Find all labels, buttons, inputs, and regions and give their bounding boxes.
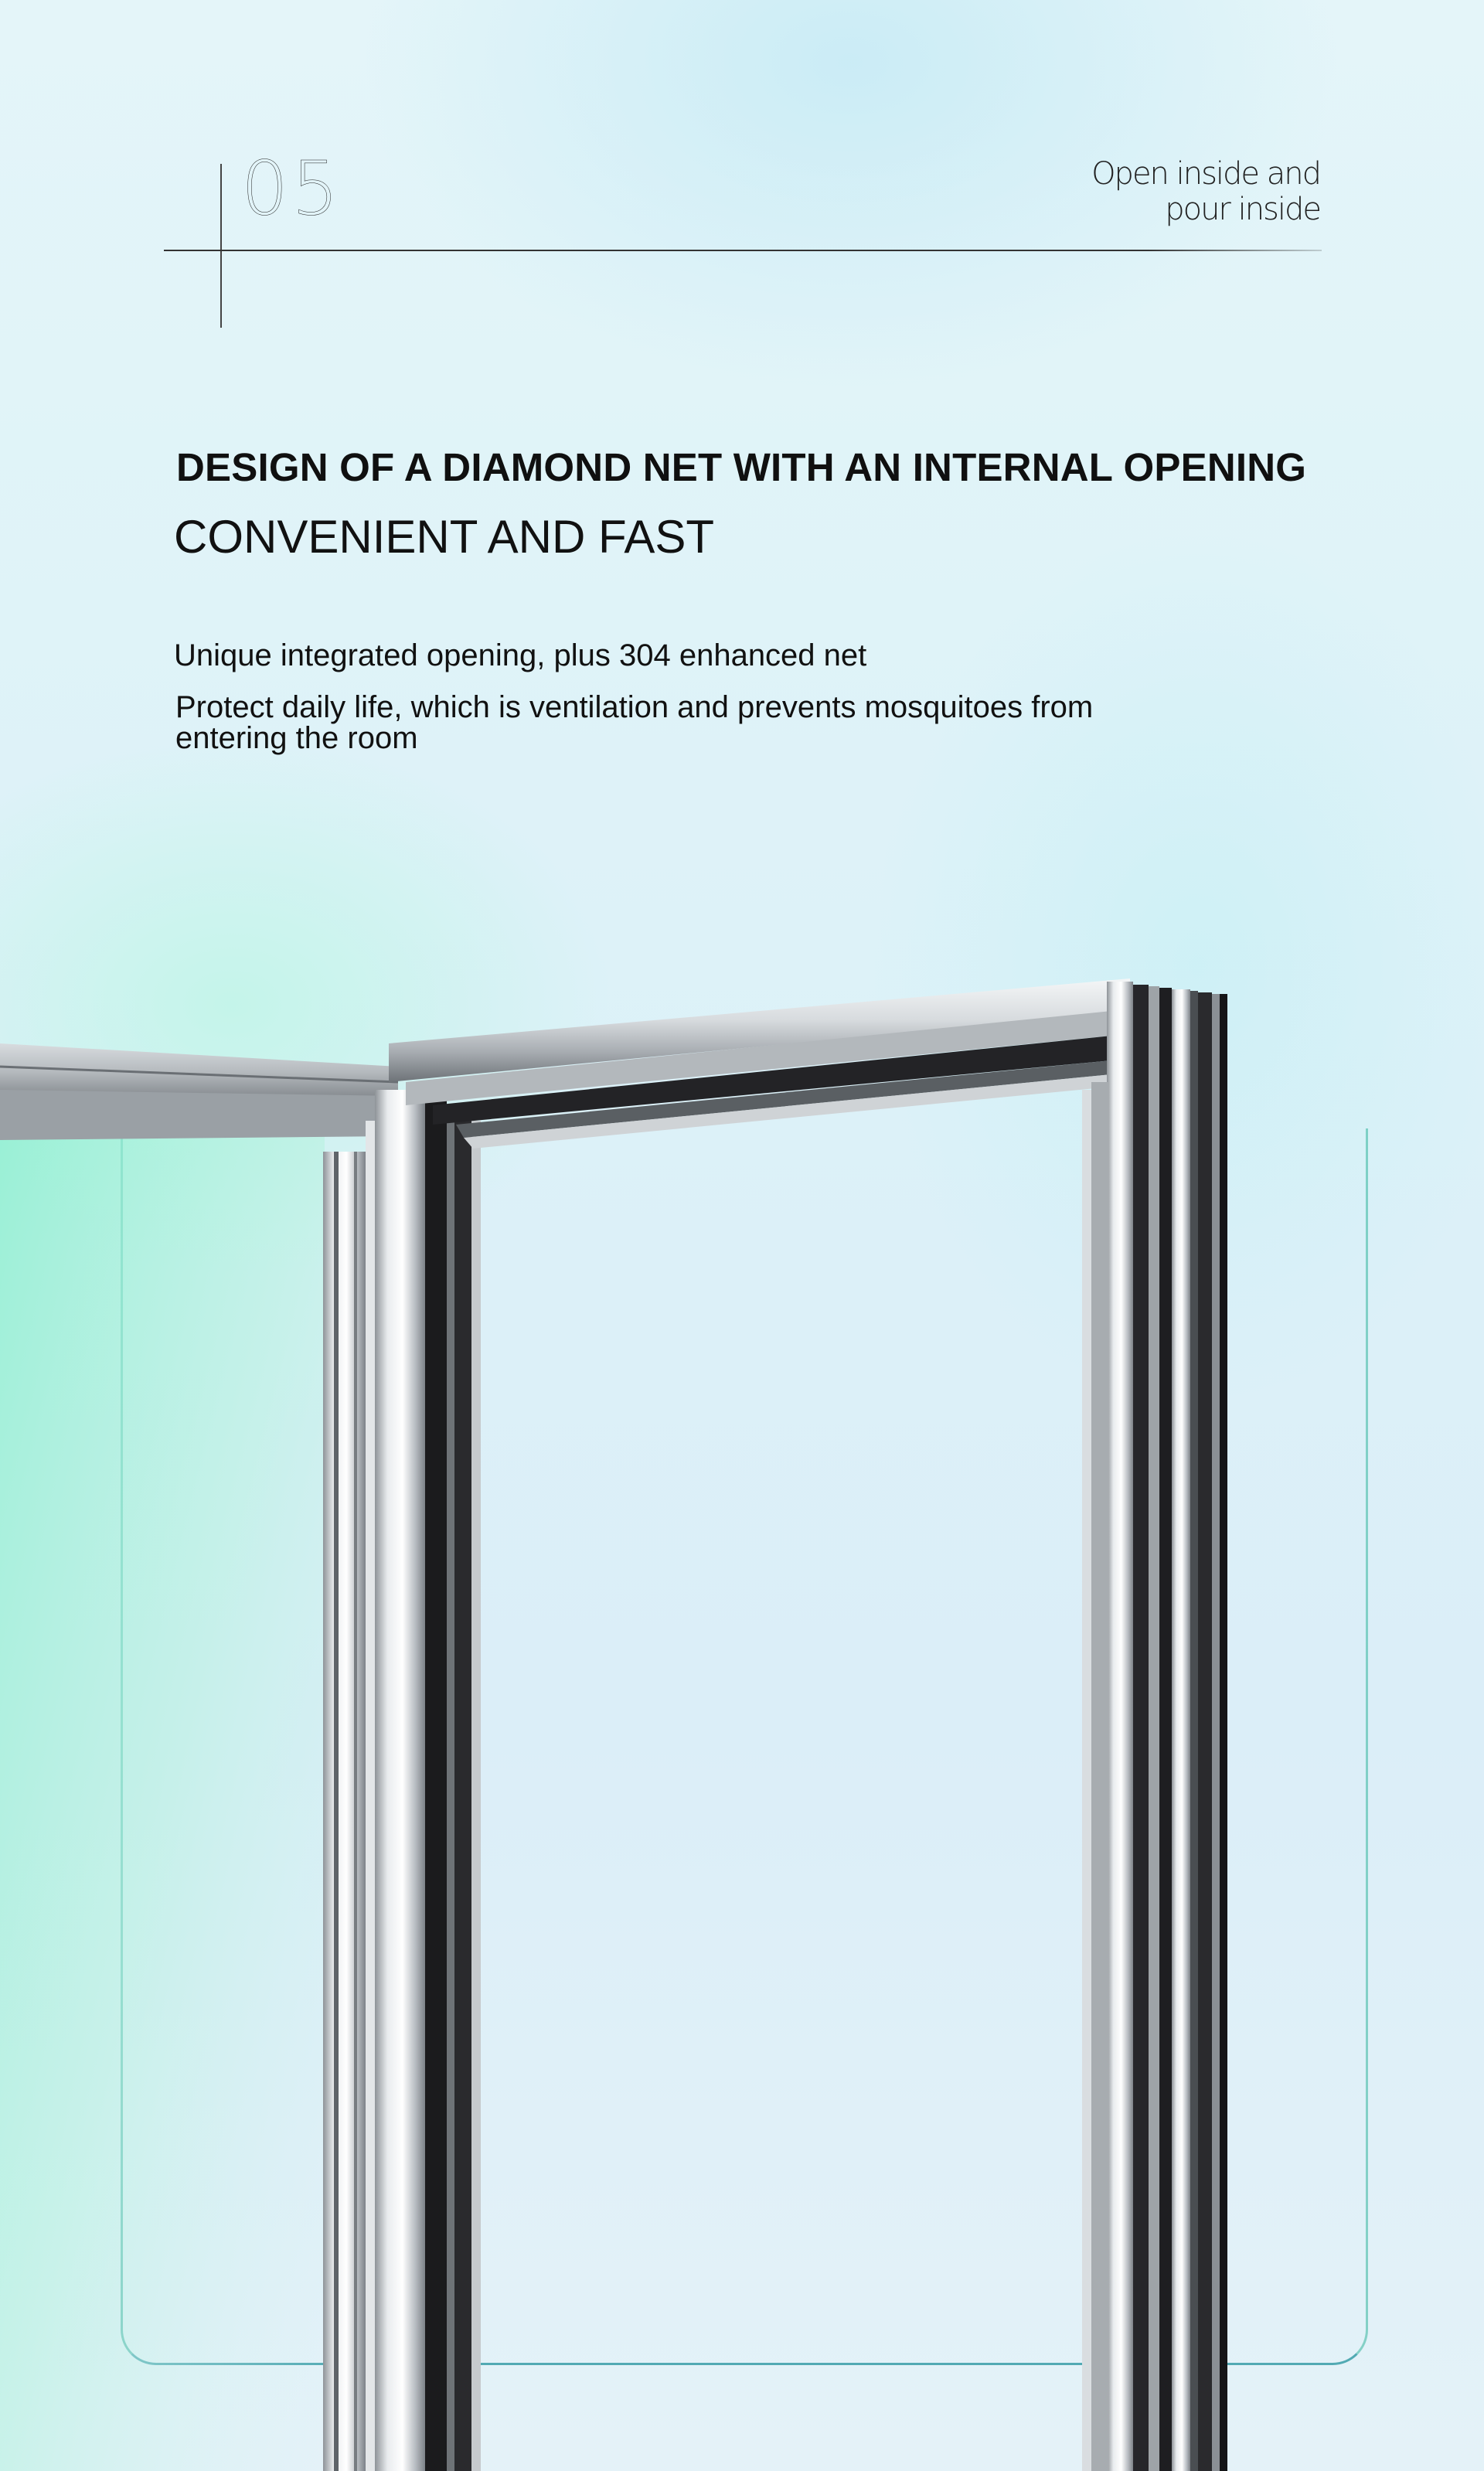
description-1: Unique integrated opening, plus 304 enhanced net bbox=[174, 638, 867, 672]
description-2: Protect daily life, which is ventilation and prevents mosquitoes from entering the room bbox=[175, 690, 1094, 755]
glass-pane-left bbox=[0, 1136, 325, 2471]
tagline bbox=[996, 156, 1320, 227]
sash-top-rail-shadow bbox=[0, 1090, 398, 1140]
frame-right-seal bbox=[1133, 985, 1149, 2471]
headline: DESIGN OF A DIAMOND NET WITH AN INTERNAL OPENING bbox=[176, 445, 1307, 489]
tagline-line-2: pour inside bbox=[1165, 192, 1320, 227]
frame-left-seal bbox=[425, 1098, 447, 2471]
step-number: 05 bbox=[241, 145, 342, 232]
frame-left-jamb bbox=[375, 1090, 425, 2471]
tagline-line-1: Open inside and bbox=[1091, 156, 1320, 192]
subheadline: CONVENIENT AND FAST bbox=[174, 511, 715, 563]
sash-stile bbox=[323, 1152, 366, 2471]
frame-right-jamb bbox=[1107, 982, 1133, 2471]
window-frame-illustration bbox=[0, 966, 1484, 2471]
header-vertical-line bbox=[220, 164, 222, 328]
header-divider bbox=[164, 250, 1322, 251]
